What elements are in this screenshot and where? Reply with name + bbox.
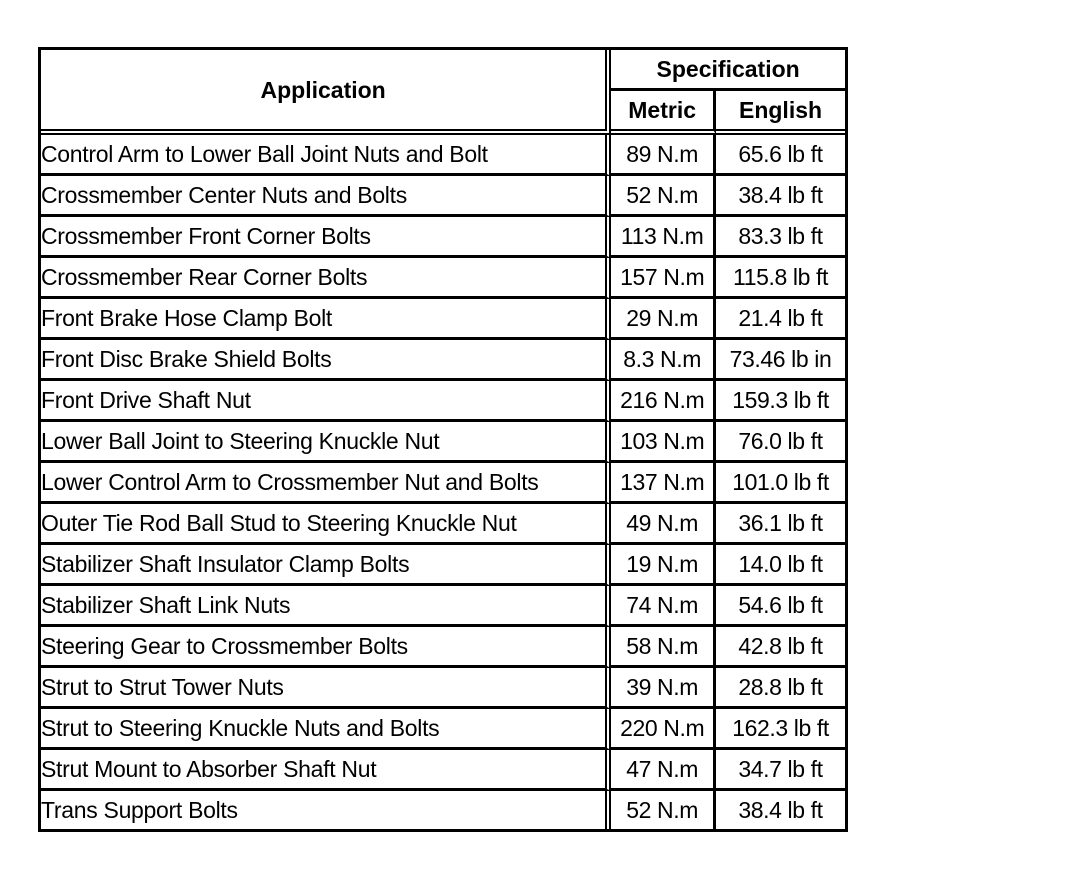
table-row [41,422,845,463]
metric-cell: 89 N.m [611,135,716,176]
specification-header: Specification [611,50,845,91]
application-header: Application [41,50,611,135]
english-cell: 83.3 lb ft [716,217,845,258]
metric-cell: 216 N.m [611,381,716,422]
english-cell: 101.0 lb ft [716,463,845,504]
metric-cell: 49 N.m [611,504,716,545]
application-cell: Strut to Strut Tower Nuts [41,668,611,709]
application-cell: Front Brake Hose Clamp Bolt [41,299,611,340]
table-row [41,545,845,586]
application-cell: Stabilizer Shaft Link Nuts [41,586,611,627]
metric-cell: 113 N.m [611,217,716,258]
metric-cell: 58 N.m [611,627,716,668]
table-row [41,258,845,299]
english-cell: 42.8 lb ft [716,627,845,668]
table-row [41,709,845,750]
english-cell: 21.4 lb ft [716,299,845,340]
application-cell: Stabilizer Shaft Insulator Clamp Bolts [41,545,611,586]
metric-cell: 52 N.m [611,176,716,217]
application-cell: Strut to Steering Knuckle Nuts and Bolts [41,709,611,750]
table-row [41,791,845,829]
metric-cell: 19 N.m [611,545,716,586]
application-cell: Front Drive Shaft Nut [41,381,611,422]
application-cell: Crossmember Center Nuts and Bolts [41,176,611,217]
application-cell: Crossmember Front Corner Bolts [41,217,611,258]
application-cell: Steering Gear to Crossmember Bolts [41,627,611,668]
table-row [41,381,845,422]
header-row-top [41,50,845,91]
metric-cell: 74 N.m [611,586,716,627]
torque-spec-table-container [38,47,848,832]
metric-cell: 39 N.m [611,668,716,709]
table-row [41,299,845,340]
english-cell: 162.3 lb ft [716,709,845,750]
table-row [41,135,845,176]
application-cell: Outer Tie Rod Ball Stud to Steering Knuckle Nut [41,504,611,545]
english-header: English [716,91,845,135]
english-cell: 36.1 lb ft [716,504,845,545]
metric-cell: 52 N.m [611,791,716,829]
table-body [41,135,845,829]
english-cell: 115.8 lb ft [716,258,845,299]
application-cell: Trans Support Bolts [41,791,611,829]
english-cell: 28.8 lb ft [716,668,845,709]
metric-cell: 103 N.m [611,422,716,463]
metric-cell: 47 N.m [611,750,716,791]
application-cell: Crossmember Rear Corner Bolts [41,258,611,299]
table-row [41,668,845,709]
table-row [41,463,845,504]
application-cell: Control Arm to Lower Ball Joint Nuts and Bolt [41,135,611,176]
english-cell: 54.6 lb ft [716,586,845,627]
metric-cell: 137 N.m [611,463,716,504]
metric-cell: 8.3 N.m [611,340,716,381]
table-row [41,217,845,258]
table-row [41,627,845,668]
table-row [41,340,845,381]
english-cell: 38.4 lb ft [738,797,823,823]
metric-cell: 220 N.m [611,709,716,750]
table-row [41,750,845,791]
metric-header: Metric [611,91,716,135]
english-cell: 65.6 lb ft [716,135,845,176]
application-cell: Strut Mount to Absorber Shaft Nut [41,750,611,791]
english-cell: 14.0 lb ft [716,545,845,586]
english-cell: 38.4 lb ft [716,176,845,217]
application-cell: Front Disc Brake Shield Bolts [41,340,611,381]
metric-cell: 157 N.m [611,258,716,299]
table-row [41,176,845,217]
application-cell: Lower Ball Joint to Steering Knuckle Nut [41,422,611,463]
metric-cell: 29 N.m [611,299,716,340]
application-cell: Lower Control Arm to Crossmember Nut and Bolts [41,463,611,504]
english-cell: 159.3 lb ft [716,381,845,422]
table-row [41,586,845,627]
english-cell: 73.46 lb in [716,340,845,381]
english-cell: 34.7 lb ft [716,750,845,791]
torque-spec-table [38,47,848,832]
table-row [41,504,845,545]
english-cell: 76.0 lb ft [716,422,845,463]
